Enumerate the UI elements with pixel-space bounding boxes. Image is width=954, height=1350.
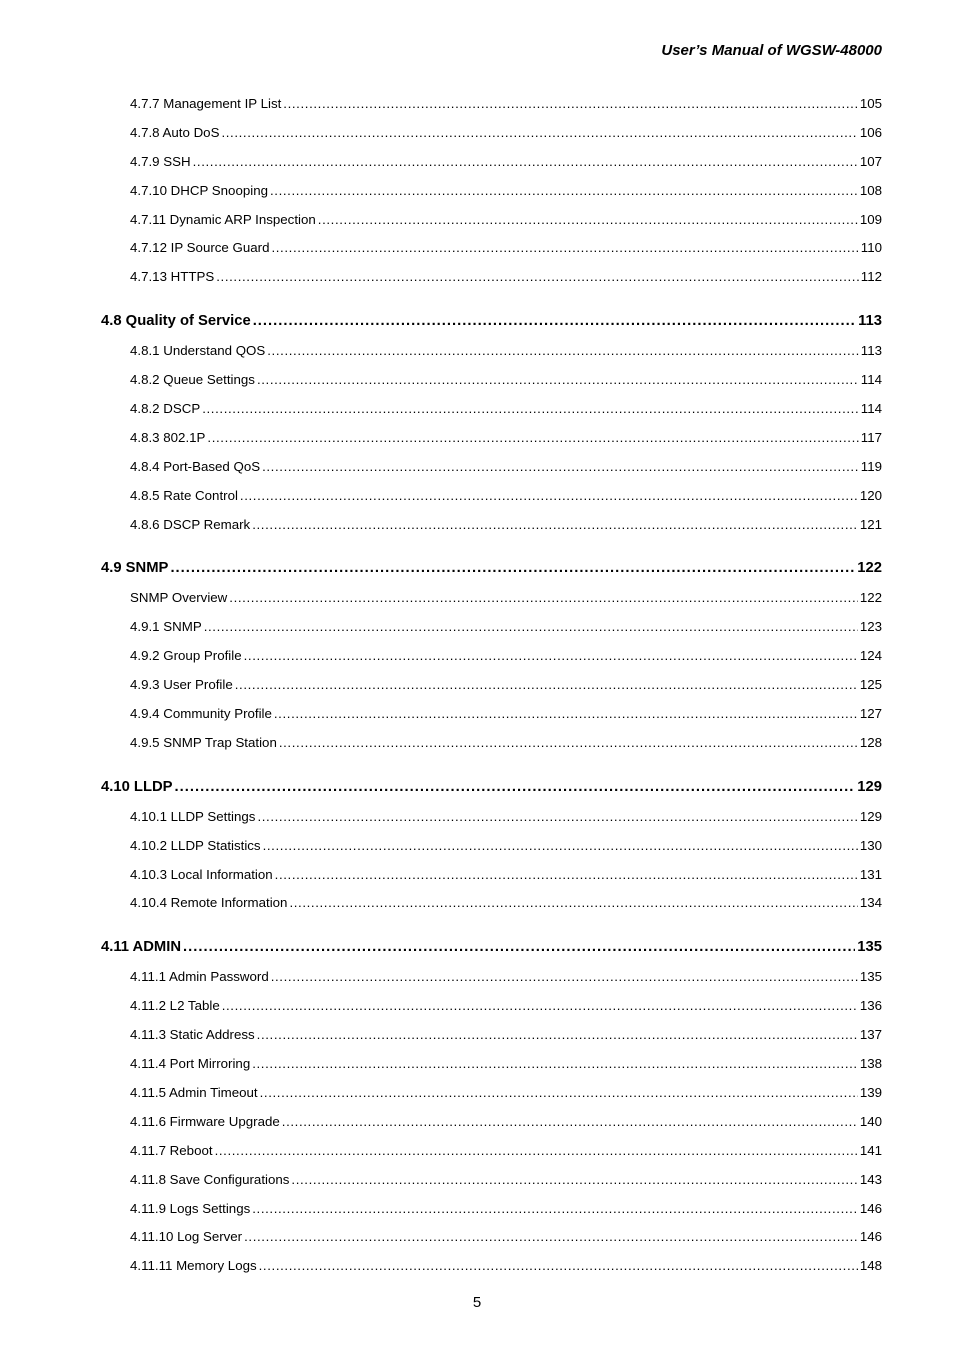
toc-entry-title: 4.11.9 Logs Settings [130,1200,251,1216]
toc-entry-page: 143 [859,1171,882,1187]
toc-entry-title: 4.10.3 Local Information [130,866,273,882]
toc-subsection-entry[interactable] [101,671,882,700]
toc-subsection-entry[interactable] [101,1223,882,1252]
toc-entry-title: 4.8 Quality of Service [101,313,251,330]
toc-dot-leader [193,148,858,177]
toc-dot-leader [260,1079,858,1108]
toc-subsection-entry[interactable] [101,177,882,206]
toc-entry-page: 110 [860,240,882,256]
toc-dot-leader [283,90,858,119]
toc-entry-page: 134 [859,895,882,911]
toc-subsection-entry[interactable] [101,263,882,292]
toc-dot-leader [202,395,859,424]
toc-entry-title: 4.8.2 Queue Settings [130,372,255,388]
table-of-contents [101,90,882,1281]
toc-entry-title: 4.7.10 DHCP Snooping [130,182,268,198]
toc-subsection-entry[interactable] [101,482,882,511]
toc-subsection-entry[interactable] [101,700,882,729]
toc-section-entry[interactable] [101,553,882,584]
toc-dot-leader [282,1108,858,1137]
toc-entry-title: 4.9 SNMP [101,560,169,577]
toc-subsection-entry[interactable] [101,1050,882,1079]
toc-entry-title: 4.8.1 Understand QOS [130,343,266,359]
toc-entry-page: 119 [860,458,882,474]
toc-entry-page: 128 [859,734,882,750]
toc-entry-page: 137 [859,1027,882,1043]
toc-entry-page: 122 [859,590,882,606]
toc-entry-title: 4.11.2 L2 Table [130,998,220,1014]
toc-dot-leader [244,642,858,671]
toc-subsection-entry[interactable] [101,206,882,235]
toc-entry-page: 107 [859,153,882,169]
toc-dot-leader [222,992,858,1021]
toc-subsection-entry[interactable] [101,511,882,540]
toc-entry-title: 4.7.8 Auto DoS [130,124,220,140]
toc-dot-leader [291,1166,857,1195]
toc-entry-title: 4.11.6 Firmware Upgrade [130,1113,280,1129]
toc-dot-leader [235,671,858,700]
toc-entry-page: 120 [859,487,882,503]
toc-entry-page: 109 [859,211,882,227]
toc-dot-leader [267,337,859,366]
toc-dot-leader [215,1137,858,1166]
toc-entry-title: 4.11.11 Memory Logs [130,1258,257,1274]
toc-entry-title: 4.9.5 SNMP Trap Station [130,734,277,750]
toc-subsection-entry[interactable] [101,584,882,613]
toc-entry-title: 4.11.8 Save Configurations [130,1171,290,1187]
toc-subsection-entry[interactable] [101,366,882,395]
toc-entry-page: 129 [857,778,882,795]
toc-dot-leader [289,889,857,918]
toc-subsection-entry[interactable] [101,337,882,366]
toc-entry-page: 135 [857,939,882,956]
toc-entry-title: 4.10.2 LLDP Statistics [130,837,261,853]
toc-entry-page: 113 [860,343,882,359]
toc-entry-title: 4.11.10 Log Server [130,1229,243,1245]
toc-dot-leader [259,1252,858,1281]
toc-dot-leader [262,453,859,482]
toc-entry-page: 129 [859,808,882,824]
toc-dot-leader [318,206,858,235]
page-number: 5 [472,1294,482,1311]
toc-subsection-entry[interactable] [101,1137,882,1166]
toc-entry-title: 4.10 LLDP [101,778,173,795]
toc-section-entry[interactable] [101,306,882,337]
toc-entry-page: 114 [860,372,882,388]
toc-dot-leader [271,234,858,263]
toc-entry-title: 4.8.5 Rate Control [130,487,238,503]
toc-subsection-entry[interactable] [101,1108,882,1137]
toc-subsection-entry[interactable] [101,453,882,482]
toc-dot-leader [204,613,858,642]
toc-entry-page: 140 [859,1113,882,1129]
toc-dot-leader [252,1050,858,1079]
toc-entry-page: 122 [857,560,882,577]
toc-dot-leader [257,366,859,395]
toc-subsection-entry[interactable] [101,90,882,119]
toc-subsection-entry[interactable] [101,119,882,148]
toc-subsection-entry[interactable] [101,992,882,1021]
toc-entry-page: 105 [859,96,882,111]
toc-dot-leader [279,729,858,758]
toc-dot-leader [207,424,858,453]
toc-subsection-entry[interactable] [101,642,882,671]
toc-section-entry[interactable] [101,772,882,803]
toc-subsection-entry[interactable] [101,729,882,758]
toc-entry-page: 135 [859,969,882,985]
toc-entry-title: 4.9.3 User Profile [130,677,233,693]
toc-entry-title: 4.11.1 Admin Password [130,969,269,985]
toc-entry-title: 4.10.1 LLDP Settings [130,808,256,824]
toc-dot-leader [263,832,858,861]
toc-entry-page: 113 [858,313,882,330]
toc-entry-title: 4.11.5 Admin Timeout [130,1084,258,1100]
toc-dot-leader [216,263,859,292]
toc-entry-title: 4.9.2 Group Profile [130,648,242,664]
toc-dot-leader [170,553,855,584]
toc-section-entry[interactable] [101,932,882,963]
toc-entry-page: 131 [859,866,882,882]
toc-entry-page: 117 [860,429,882,445]
toc-entry-title: 4.7.9 SSH [130,153,191,169]
toc-dot-leader [253,306,856,337]
toc-entry-title: 4.11.4 Port Mirroring [130,1056,251,1072]
toc-entry-page: 141 [859,1142,882,1158]
toc-entry-page: 148 [859,1258,882,1274]
toc-entry-page: 136 [859,998,882,1014]
toc-dot-leader [274,700,858,729]
toc-entry-title: 4.9.4 Community Profile [130,706,272,722]
toc-dot-leader [252,511,858,540]
toc-entry-title: 4.8.2 DSCP [130,401,201,417]
toc-dot-leader [244,1223,858,1252]
toc-entry-page: 106 [859,124,882,140]
toc-subsection-entry[interactable] [101,803,882,832]
toc-dot-leader [229,584,858,613]
toc-entry-page: 112 [860,269,882,285]
toc-entry-title: 4.8.4 Port-Based QoS [130,458,261,474]
toc-subsection-entry[interactable] [101,424,882,453]
toc-entry-page: 139 [859,1084,882,1100]
toc-subsection-entry[interactable] [101,1195,882,1224]
toc-dot-leader [240,482,858,511]
toc-subsection-entry[interactable] [101,613,882,642]
toc-entry-title: 4.9.1 SNMP [130,619,202,635]
toc-entry-title: 4.11 ADMIN [101,939,182,956]
toc-dot-leader [175,772,856,803]
toc-entry-page: 108 [859,182,882,198]
toc-entry-page: 125 [859,677,882,693]
toc-subsection-entry[interactable] [101,395,882,424]
toc-dot-leader [183,932,855,963]
toc-dot-leader [271,963,858,992]
toc-subsection-entry[interactable] [101,832,882,861]
toc-entry-title: 4.8.3 802.1P [130,429,206,445]
toc-entry-page: 114 [860,401,882,417]
toc-dot-leader [257,803,857,832]
toc-dot-leader [270,177,858,206]
page-header-title: User’s Manual of WGSW-48000 [661,42,882,59]
toc-subsection-entry[interactable] [101,861,882,890]
toc-entry-page: 146 [859,1229,882,1245]
toc-entry-title: SNMP Overview [130,590,228,606]
toc-dot-leader [257,1021,858,1050]
toc-entry-page: 146 [859,1200,882,1216]
toc-entry-page: 130 [859,837,882,853]
toc-entry-page: 138 [859,1056,882,1072]
toc-subsection-entry[interactable] [101,963,882,992]
toc-entry-title: 4.11.3 Static Address [130,1027,255,1043]
toc-dot-leader [221,119,857,148]
toc-subsection-entry[interactable] [101,148,882,177]
toc-subsection-entry[interactable] [101,889,882,918]
toc-entry-title: 4.7.12 IP Source Guard [130,240,270,256]
toc-entry-title: 4.7.11 Dynamic ARP Inspection [130,211,316,227]
toc-entry-title: 4.11.7 Reboot [130,1142,213,1158]
toc-entry-title: 4.8.6 DSCP Remark [130,516,251,532]
toc-entry-page: 123 [859,619,882,635]
toc-subsection-entry[interactable] [101,1252,882,1281]
toc-subsection-entry[interactable] [101,1166,882,1195]
toc-dot-leader [252,1195,858,1224]
toc-entry-page: 121 [859,516,882,532]
toc-subsection-entry[interactable] [101,234,882,263]
toc-entry-page: 127 [859,706,882,722]
toc-entry-title: 4.10.4 Remote Information [130,895,288,911]
toc-subsection-entry[interactable] [101,1079,882,1108]
toc-subsection-entry[interactable] [101,1021,882,1050]
toc-entry-title: 4.7.13 HTTPS [130,269,215,285]
toc-dot-leader [275,861,858,890]
toc-entry-title: 4.7.7 Management IP List [130,96,282,111]
toc-entry-page: 124 [859,648,882,664]
